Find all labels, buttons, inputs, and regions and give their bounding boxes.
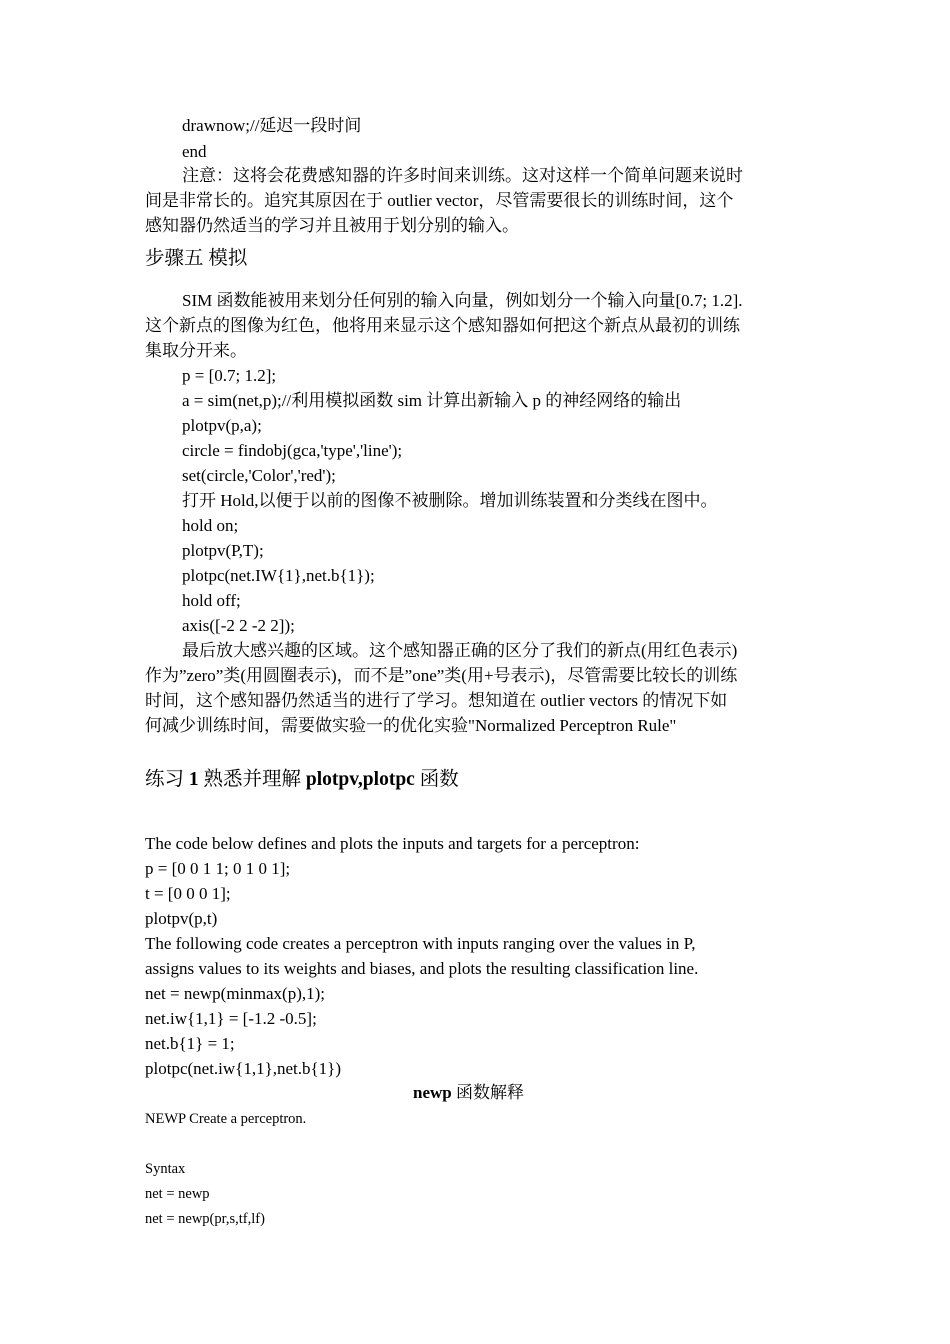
text-line: 间是非常长的。追究其原因在于 outlier vector，尽管需要很长的训练时间，这个 [145,191,734,210]
code-line: plotpv(p,a); [182,416,262,435]
code-line: net = newp(minmax(p),1); [145,984,326,1003]
newp-heading [413,1080,524,1105]
code-line: net.iw{1,1} = [-1.2 -0.5]; [145,1009,317,1028]
text-line: assigns values to its weights and biases, and plots the resulting classification line. [145,959,699,978]
text-line: 最后放大感兴趣的区域。这个感知器正确的区分了我们的新点(用红色表示) [182,641,738,660]
code-line: axis([-2 2 -2 2]); [182,616,295,635]
code-line: p = [0.7; 1.2]; [182,366,277,385]
text-line: 注意：这将会花费感知器的许多时间来训练。这对这样一个简单问题来说时 [182,166,743,185]
code-line: hold off; [182,591,241,610]
text-line: 集取分开来。 [145,341,247,360]
newp-name: newp [413,1083,452,1102]
text-line: 这个新点的图像为红色，他将用来显示这个感知器如何把这个新点从最初的训练 [145,316,740,335]
text-line: drawnow;//延迟一段时间 [182,116,362,135]
text-line: NEWP Create a perceptron. [145,1111,307,1127]
text-line: Syntax [145,1161,186,1177]
section-heading-step5: 步骤五 模拟 [145,248,248,269]
exercise-mid: 熟悉并理解 [198,769,306,790]
text-line: 时间，这个感知器仍然适当的进行了学习。想知道在 outlier vectors 的情况下如 [145,691,728,710]
code-line: p = [0 0 1 1; 0 1 0 1]; [145,859,291,878]
code-line: plotpv(P,T); [182,541,264,560]
text-line: 作为”zero”类(用圆圈表示)，而不是”one”类(用+号表示)，尽管需要比较长的训练 [145,666,738,685]
code-line: t = [0 0 0 1]; [145,884,231,903]
code-line: circle = findobj(gca,'type','line'); [182,441,403,460]
newp-heading-rest: 函数解释 [451,1083,524,1102]
text-line: SIM 函数能被用来划分任何别的输入向量，例如划分一个输入向量[0.7; 1.2]. [182,291,743,310]
text-line: The code below defines and plots the inputs and targets for a perceptron: [145,834,640,853]
exercise-functions: plotpv,plotpc [305,769,415,790]
code-line: hold on; [182,516,239,535]
text-line: end [182,142,207,161]
code-line: plotpc(net.IW{1},net.b{1}); [182,566,375,585]
text-line: 打开 Hold,以便于以前的图像不被删除。增加训练装置和分类线在图中。 [182,491,718,510]
text-line: The following code creates a perceptron with inputs ranging over the values in P, [145,934,696,953]
code-line: plotpc(net.iw{1,1},net.b{1}) [145,1059,341,1078]
exercise-prefix: 练习 [145,769,189,790]
code-line: set(circle,'Color','red'); [182,466,336,485]
exercise-number: 1 [188,769,199,790]
text-line: 感知器仍然适当的学习并且被用于划分别的输入。 [145,216,519,235]
code-line: net = newp [145,1186,210,1202]
exercise-suffix: 函数 [414,769,459,790]
code-line: a = sim(net,p);//利用模拟函数 sim 计算出新输入 p 的神经网络的输出 [182,391,682,410]
code-line: plotpv(p,t) [145,909,218,928]
exercise-heading [145,766,459,794]
text-line: 何减少训练时间，需要做实验一的优化实验"Normalized Perceptron Rule" [145,716,677,735]
code-line: net = newp(pr,s,tf,lf) [145,1211,265,1227]
code-line: net.b{1} = 1; [145,1034,235,1053]
